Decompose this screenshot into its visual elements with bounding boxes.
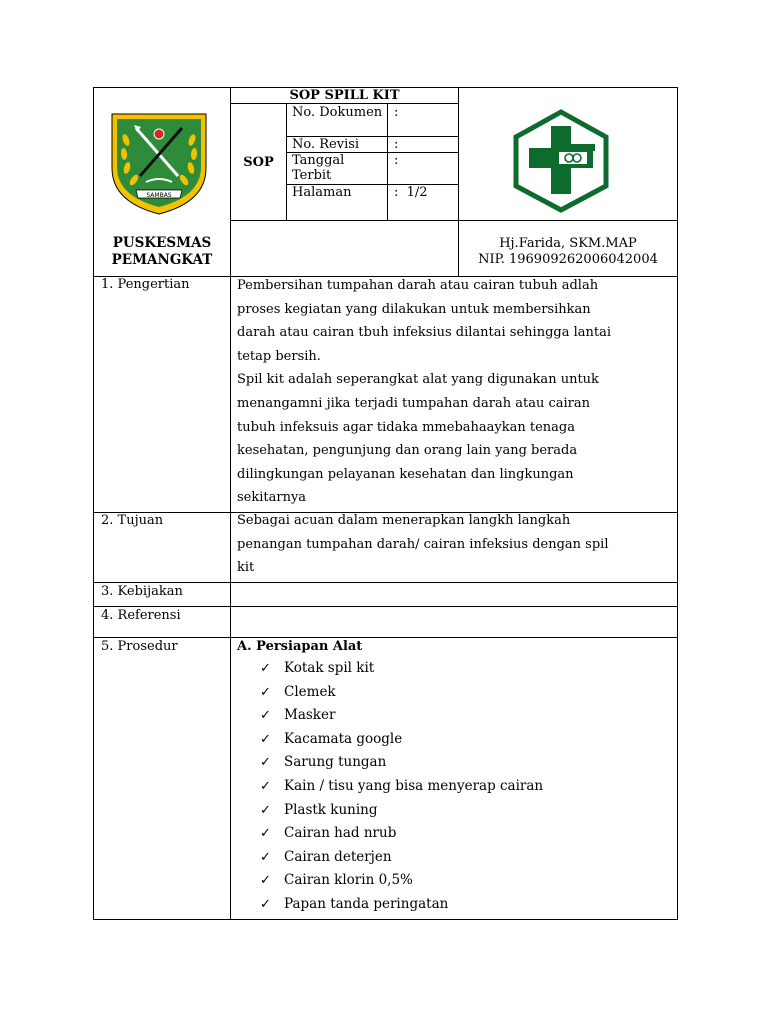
check-icon: ✓ bbox=[260, 755, 271, 771]
field-tanggal-terbit-value: : bbox=[394, 153, 399, 168]
pengertian-line: Pembersihan tumpahan darah atau cairan tubuh adlah bbox=[237, 278, 599, 293]
list-item-label: Kain / tisu yang bisa menyerap cairan bbox=[284, 777, 544, 794]
check-icon: ✓ bbox=[260, 731, 271, 747]
check-icon: ✓ bbox=[260, 896, 271, 912]
tujuan-line: penangan tumpahan darah/ cairan infeksius dengan spil bbox=[237, 536, 609, 552]
list-item-label: Cairan deterjen bbox=[284, 848, 392, 865]
table-border-bottom bbox=[93, 919, 678, 920]
section-label-kebijakan: 3. Kebijakan bbox=[101, 584, 183, 599]
org-name-line2: PEMANGKAT bbox=[111, 252, 213, 268]
check-icon: ✓ bbox=[260, 684, 271, 700]
signatory bbox=[459, 236, 677, 268]
list-item bbox=[256, 822, 656, 846]
section-label-referensi: 4. Referensi bbox=[101, 608, 181, 623]
list-item bbox=[256, 704, 656, 728]
list-item-label: Cairan klorin 0,5% bbox=[284, 872, 413, 889]
signatory-name: Hj.Farida, SKM.MAP bbox=[499, 236, 637, 251]
pengertian-line: darah atau cairan tbuh infeksius dilantai sehingga lantai bbox=[237, 325, 612, 341]
equipment-list bbox=[256, 657, 656, 917]
list-item-label: Masker bbox=[284, 707, 336, 724]
check-icon: ✓ bbox=[260, 802, 271, 818]
check-icon: ✓ bbox=[260, 708, 271, 724]
regional-emblem bbox=[106, 106, 212, 216]
header-mid-bottom bbox=[230, 220, 678, 221]
list-item bbox=[256, 751, 656, 775]
list-item-label: Kacamata google bbox=[284, 730, 403, 747]
pengertian-line: tetap bersih. bbox=[237, 348, 321, 364]
check-icon: ✓ bbox=[260, 778, 271, 794]
pengertian-line: menangamni jika terjadi tumpahan darah atau cairan bbox=[237, 395, 590, 411]
list-item bbox=[256, 846, 656, 870]
section-body-pengertian bbox=[237, 274, 670, 510]
check-icon: ✓ bbox=[260, 661, 271, 676]
section-label-pengertian: 1. Pengertian bbox=[101, 277, 190, 292]
field-halaman-value: : 1/2 bbox=[394, 185, 428, 200]
field-no-revisi-label: No. Revisi bbox=[292, 137, 360, 152]
pengertian-line: tubuh infeksuis agar tidaka mmebahaaykan tenaga bbox=[237, 419, 575, 435]
field-halaman-label: Halaman bbox=[292, 185, 352, 200]
check-icon: ✓ bbox=[260, 873, 271, 889]
pengertian-line: Spil kit adalah seperangkat alat yang digunakan untuk bbox=[237, 372, 599, 388]
sop-label: SOP bbox=[243, 155, 274, 170]
section-label-tujuan: 2. Tujuan bbox=[101, 513, 164, 528]
puskesmas-logo bbox=[507, 108, 615, 214]
list-item-label: Cairan had nrub bbox=[284, 825, 397, 842]
check-icon: ✓ bbox=[260, 826, 271, 842]
row-sep-kebijakan bbox=[93, 606, 678, 607]
field-no-dokumen-label: No. Dokumen bbox=[292, 105, 383, 120]
check-icon: ✓ bbox=[260, 849, 271, 865]
field-no-dokumen-value: : bbox=[394, 105, 399, 120]
puskesmas-logo-icon bbox=[507, 108, 615, 214]
list-item-label: Papan tanda peringatan bbox=[284, 895, 449, 912]
sop-col-divider bbox=[286, 103, 287, 220]
document-title: SOP SPILL KIT bbox=[289, 88, 400, 103]
table-border-right bbox=[677, 87, 678, 920]
pengertian-line: dilingkungan pelayanan kesehatan dan lingkungan bbox=[237, 466, 574, 482]
title-underline bbox=[230, 103, 458, 104]
list-item-label: Plastk kuning bbox=[284, 801, 378, 818]
list-item bbox=[256, 775, 656, 799]
field-tanggal-terbit-label: Tanggal Terbit bbox=[292, 153, 345, 183]
list-item bbox=[256, 869, 656, 893]
sambas-emblem-icon bbox=[106, 106, 212, 216]
table-border-left bbox=[93, 87, 94, 920]
prosedur-subheading: A. Persiapan Alat bbox=[237, 639, 363, 654]
pengertian-line: kesehatan, pengunjung dan orang lain yang berada bbox=[237, 443, 578, 459]
field-no-revisi-value: : bbox=[394, 137, 399, 152]
section-body-tujuan bbox=[237, 509, 670, 580]
row-sep-tujuan bbox=[93, 582, 678, 583]
pengertian-line: proses kegiatan yang dilakukan untuk membersihkan bbox=[237, 301, 591, 317]
list-item bbox=[256, 893, 656, 917]
list-item bbox=[256, 681, 656, 705]
tujuan-line: kit bbox=[237, 560, 255, 576]
table-col-divider bbox=[230, 87, 231, 920]
row-sep-referensi bbox=[93, 637, 678, 638]
org-name-line1: PUSKESMAS bbox=[112, 235, 212, 251]
tujuan-line: Sebagai acuan dalam menerapkan langkh langkah bbox=[237, 513, 571, 528]
field-value-divider bbox=[387, 103, 388, 220]
list-item-label: Sarung tungan bbox=[284, 754, 387, 771]
list-item bbox=[256, 799, 656, 823]
pengertian-line: sekitarnya bbox=[237, 490, 307, 506]
emblem-ribbon-text: SAMBAS bbox=[146, 192, 172, 199]
signatory-nip: NIP. 196909262006042004 bbox=[478, 252, 658, 267]
org-name bbox=[94, 235, 230, 269]
section-label-prosedur: 5. Prosedur bbox=[101, 639, 178, 654]
list-item bbox=[256, 728, 656, 752]
list-item bbox=[256, 657, 656, 681]
list-item-label: Clemek bbox=[284, 683, 336, 700]
list-item-label: Kotak spil kit bbox=[284, 660, 375, 676]
